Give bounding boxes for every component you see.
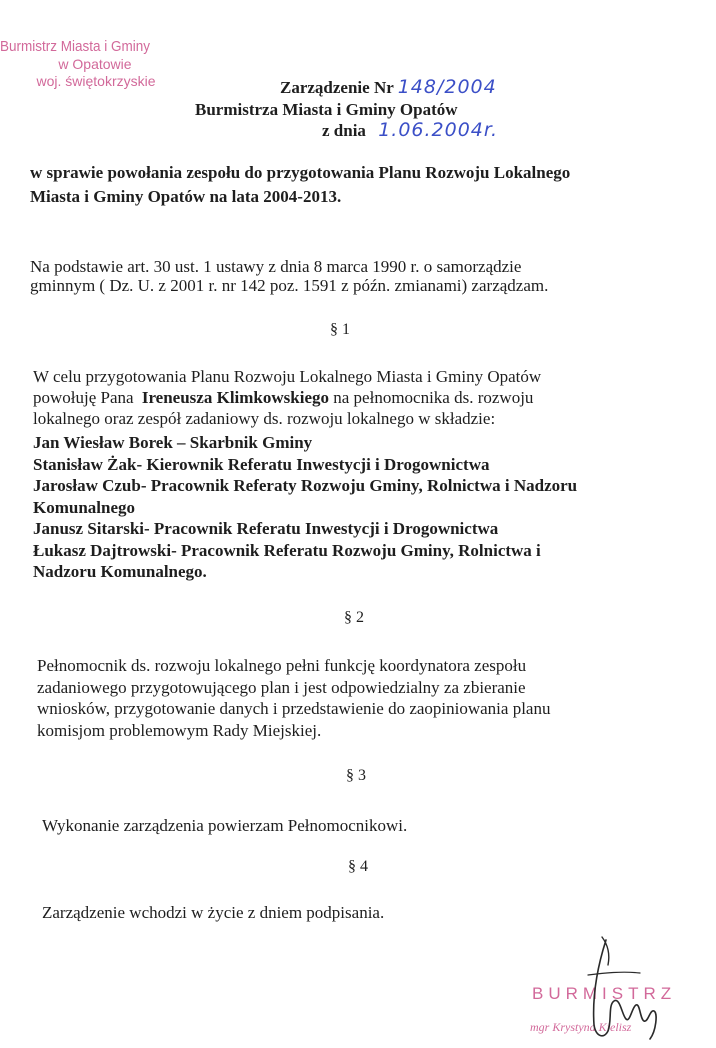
section-2-line: Pełnomocnik ds. rozwoju lokalnego pełni funkcję koordynatora zespołu [37,656,527,675]
legal-basis-line-1: Na podstawie art. 30 ust. 1 ustawy z dnia 8 marca 1990 r. o samorządzie [30,257,522,276]
section-4-text: Zarządzenie wchodzi w życie z dniem podpisania. [42,903,385,922]
decree-date-handwritten: 1.06.2004r. [378,119,498,141]
appoint-prefix: powołuję Pana [33,388,134,407]
section-1-line-1: W celu przygotowania Planu Rozwoju Lokalnego Miasta i Gminy Opatów [33,367,542,386]
mayor-stamp-title: BURMISTRZ [532,984,677,1003]
team-member: Jan Wiesław Borek – Skarbnik Gminy [33,433,313,452]
team-member: Nadzoru Komunalnego. [33,562,207,581]
stamp-line-2: w Opatowie [58,56,132,72]
team-member: Jarosław Czub- Pracownik Referaty Rozwoju Gminy, Rolnictwa i Nadzoru [33,476,578,495]
issuer-line: Burmistrza Miasta i Gminy Opatów [195,100,458,119]
team-member: Komunalnego [33,497,136,517]
decree-number-handwritten: 148/2004 [397,76,497,98]
appoint-suffix: na pełnomocnika ds. rozwoju [333,388,534,407]
section-2-line: zadaniowego przygotowującego plan i jest odpowiedzialny za zbieranie [37,677,526,697]
stamp-line-3: woj. świętokrzyskie [36,73,156,89]
section-2-body [37,655,550,741]
plenipotentiary-name: Ireneusza Klimkowskiego [141,388,329,407]
office-stamp [0,38,180,90]
section-2-heading: § 2 [344,609,364,626]
section-1-line-3: lokalnego oraz zespół zadaniowy ds. rozwoju lokalnego w składzie: [33,409,496,428]
section-2-line: wniosków, przygotowanie danych i przedstawienie do zaopiniowania planu [37,699,551,718]
decree-number-line [280,77,497,98]
subject-line-1: w sprawie powołania zespołu do przygotowania Planu Rozwoju Lokalnego [30,163,571,182]
section-4-heading: § 4 [348,858,368,875]
section-1-line-2 [33,387,533,409]
handwritten-signature [578,935,668,1045]
decree-date-prefix: z dnia [322,121,366,140]
team-member: Łukasz Dajtrowski- Pracownik Referatu Rozwoju Gminy, Rolnictwa i [33,540,541,560]
mayor-stamp-name: mgr Krystyna Kielisz [530,1020,632,1034]
section-1-heading: § 1 [330,321,350,338]
team-member: Janusz Sitarski- Pracownik Referatu Inwestycji i Drogownictwa [33,519,499,538]
team-member: Stanisław Żak- Kierownik Referatu Inwestycji i Drogownictwa [33,454,490,474]
decree-number-prefix: Zarządzenie Nr [280,78,394,97]
subject-line-2: Miasta i Gminy Opatów na lata 2004-2013. [30,187,342,206]
team-members-list [33,432,577,583]
stamp-line-1: Burmistrz Miasta i Gminy [0,38,151,55]
decree-date-line [322,120,498,141]
section-3-text: Wykonanie zarządzenia powierzam Pełnomocnikowi. [42,816,408,835]
legal-basis-line-2: gminnym ( Dz. U. z 2001 r. nr 142 poz. 1591 z późn. zmianami) zarządzam. [30,276,549,295]
section-2-line: komisjom problemowym Rady Miejskiej. [37,720,322,740]
section-3-heading: § 3 [346,767,366,784]
